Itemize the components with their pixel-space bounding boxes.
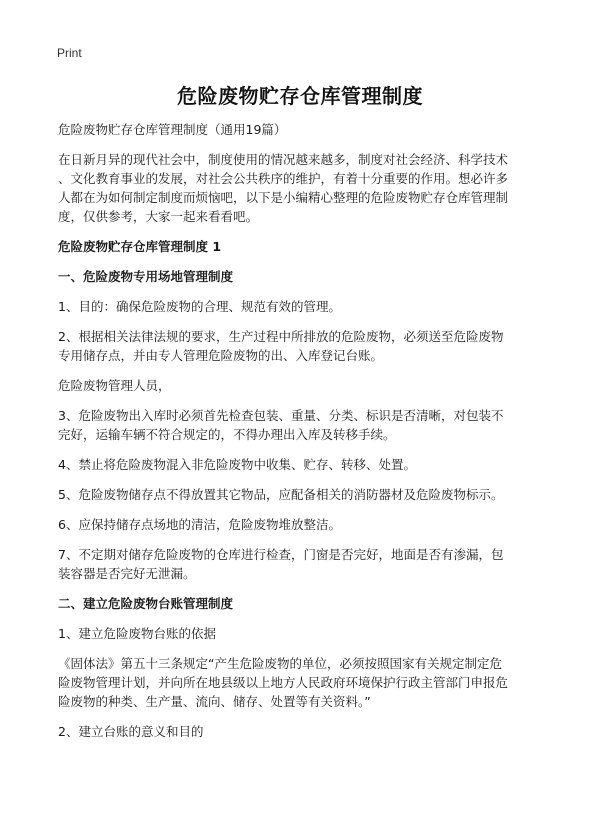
paragraph: 危险废物贮存仓库管理制度（通用19篇） [58,122,287,137]
document-title: 危险废物贮存仓库管理制度 [177,84,423,108]
paragraph: 3、危险废物出入库时必须首先检查包装、重量、分类、标识是否清晰，对包装不 完好，运输车辆不符合规定的，不得办理出入库及转移手续。 [58,408,504,442]
paragraph: 1、目的：确保危险废物的合理、规范有效的管理。 [58,299,341,314]
paragraph: 危险废物管理人员， [58,378,171,393]
print-label: Print [57,46,82,60]
section-heading: 危险废物贮存仓库管理制度 1 [58,239,222,254]
paragraph: 2、建立台账的意义和目的 [58,724,204,739]
section-heading: 一、危险废物专用场地管理制度 [58,269,234,284]
section-heading: 二、建立危险废物台账管理制度 [58,596,234,611]
paragraph: 《固体法》第五十三条规定“产生危险废物的单位，必须按照国家有关规定制定危 险废物管理计划，并向所在地县级以上地方人民政府环境保护行政主管部门申报危 险废物的种类、生产量、流向、储存、处置等有关资料。” [58,656,509,709]
paragraph: 4、禁止将危险废物混入非危险废物中收集、贮存、转移、处置。 [58,457,416,472]
paragraph: 6、应保持储存点场地的清洁，危险废物堆放整洁。 [58,517,341,532]
paragraph: 1、建立危险废物台账的依据 [58,626,216,641]
paragraph: 5、危险废物储存点不得放置其它物品，应配备相关的消防器材及危险废物标示。 [58,487,504,502]
paragraph: 7、不定期对储存危险废物的仓库进行检查，门窗是否完好，地面是否有渗漏，包 装容器是否完好无泄漏。 [58,547,504,581]
paragraph: 2、根据相关法律法规的要求，生产过程中所排放的危险废物，必须送至危险废物 专用储存点，并由专人管理危险废物的出、入库登记台账。 [58,329,504,363]
document-body [58,120,548,752]
paragraph: 在日新月异的现代社会中，制度使用的情况越来越多，制度对社会经济、科学技术 、文化教育事业的发展，对社会公共秩序的维护，有着十分重要的作用。想必许多 人都在为如何制定制度而烦恼吧，以下是小编精心整理的危险废物贮存仓库管理制 度，仅供参考，大家一起来看看吧。 [58,152,509,224]
